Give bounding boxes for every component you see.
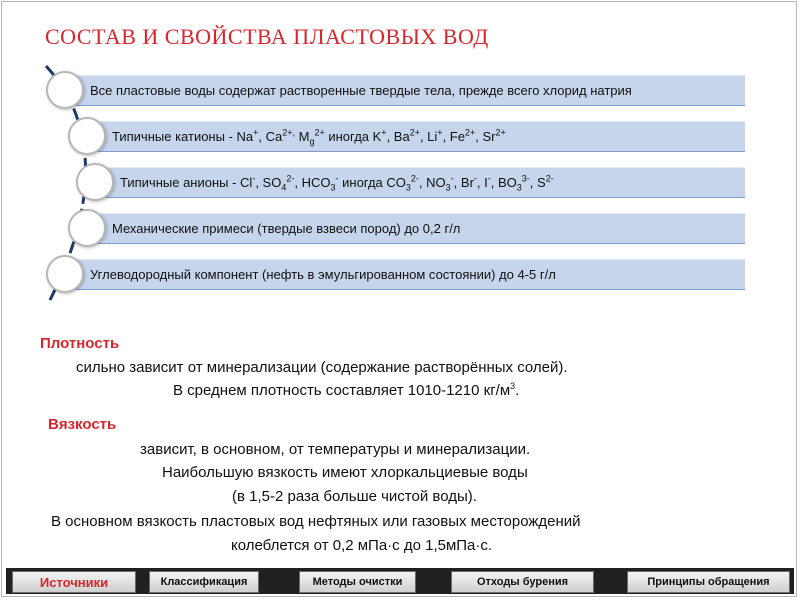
viscosity-line-4: В основном вязкость пластовых вод нефтяных или газовых месторождений [51,513,581,530]
viscosity-line-1: зависит, в основном, от температуры и минерализации. [140,441,531,458]
bullet-circle-icon [68,209,106,247]
list-item-5-text: Углеводородный компонент (нефть в эмульгированном состоянии) до 4-5 г/л [90,267,556,282]
viscosity-line-5: колеблется от 0,2 мПа·с до 1,5мПа·с. [231,537,493,554]
viscosity-line-3: (в 1,5-2 раза больше чистой воды). [232,488,477,505]
density-title: Плотность [40,335,120,352]
list-item-2-text: Типичные катионы - Na+, $Ca^{2+,}$ $M_g^{2+}$ иногда K+, $Ba^{2+}$, Li+, $Fe^{2+}$, $Sr^{2+}$ [112,127,506,147]
nav-button-classification[interactable]: Классификация [149,571,259,593]
nav-button-sources[interactable]: Источники [12,571,136,593]
bullet-circle-icon [46,255,84,293]
list-item-1-text: Все пластовые воды содержат растворенные твердые тела, прежде всего хлорид натрия [90,83,632,98]
list-item-4 [86,213,745,244]
viscosity-title: Вязкость [48,416,117,433]
nav-button-drilling-waste[interactable]: Отходы бурения [451,571,594,593]
nav-button-cleaning-methods[interactable]: Методы очистки [299,571,416,593]
list-item-3-text: Типичные анионы - Cl-, $SO_4^{2-}$, $HCO_3^-$ иногда $CO_3^{2-}$, $NO_3^-$, Br-, I-, $BO_3^{3-}$, $S^{2-}$ [120,173,554,193]
nav-button-handling-principles[interactable]: Принципы обращения [627,571,790,593]
list-item-3 [96,167,745,198]
list-item-4-text: Механические примеси (твердые взвеси пород) до 0,2 г/л [112,221,461,236]
density-line-2: В среднем плотность составляет 1010-1210 $кг/м^3$. [173,381,520,399]
bullet-circle-icon [68,117,106,155]
list-item-2 [86,121,745,152]
bullet-circle-icon [46,71,84,109]
density-line-1: сильно зависит от минерализации (содержание растворённых солей). [76,359,568,376]
bullet-circle-icon [76,163,114,201]
viscosity-line-2: Наибольшую вязкость имеют хлоркальциевые воды [162,464,528,481]
page-title: СОСТАВ И СВОЙСТВА ПЛАСТОВЫХ ВОД [45,24,489,49]
list-item-1 [66,75,745,106]
list-item-5 [66,259,745,290]
